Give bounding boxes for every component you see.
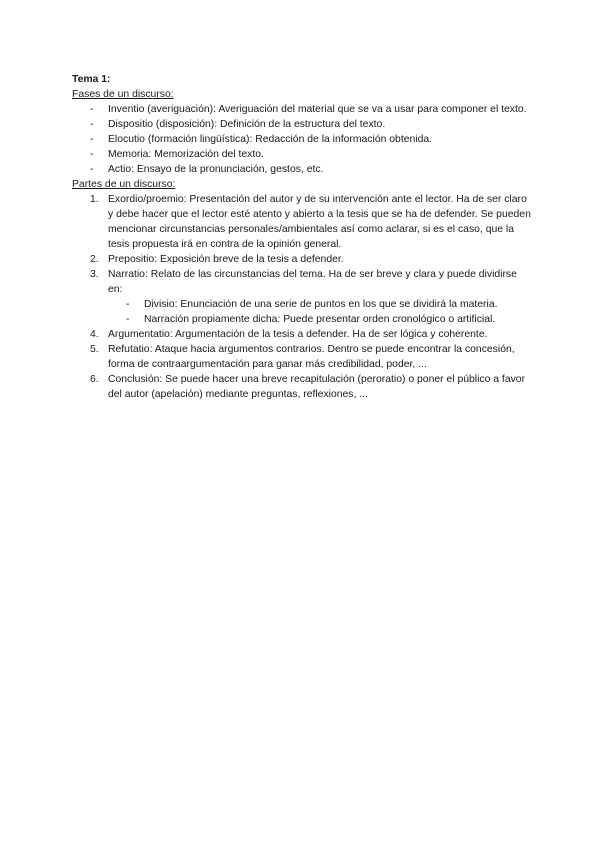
list-marker: 2. — [90, 254, 99, 265]
list-item — [72, 342, 532, 372]
list-item-text: Memoria: Memorización del texto. — [108, 149, 264, 160]
list-item — [72, 267, 532, 327]
list-marker: 5. — [90, 344, 99, 355]
list-item — [72, 372, 532, 402]
document-title: Tema 1: — [72, 74, 111, 85]
list-item — [72, 252, 532, 267]
list-item-text: Elocutio (formación lingüística): Redacción de la información obtenida. — [108, 134, 433, 145]
list-marker: - — [90, 149, 94, 160]
list-item — [72, 192, 532, 252]
list-item — [72, 147, 532, 162]
fases-list — [72, 102, 532, 177]
list-item-text: Narratio: Relato de las circunstancias del tema. Ha de ser breve y clara y puede dividirse en: — [108, 269, 517, 295]
list-item — [72, 102, 532, 117]
sub-list-item — [72, 297, 532, 312]
document-content — [72, 72, 532, 402]
list-marker: - — [126, 299, 130, 310]
partes-list — [72, 192, 532, 402]
list-item-text: Dispositio (disposición): Definición de la estructura del texto. — [108, 119, 386, 130]
list-marker: - — [90, 104, 94, 115]
sub-list-item — [72, 312, 532, 327]
list-item-text: Exordio/proemio: Presentación del autor y de su intervención ante el lector. Ha de ser claro y debe hacer que el lector esté atento y abierto a la tesis que se ha de defender. Se pueden mencionar circunstancias personales/ambientales así como aclarar, si es el caso, que la tesis propuesta irá en contra de la opinión general. — [108, 194, 531, 250]
list-item-text: Inventio (averiguación): Averiguación del material que se va a usar para componer el texto. — [108, 104, 527, 115]
list-item-text: Refutatio: Ataque hacia argumentos contrarios. Dentro se puede encontrar la concesión, forma de contraargumentación para ganar más credibilidad, poder, ... — [108, 344, 515, 370]
list-item-text: Argumentatio: Argumentación de la tesis a defender. Ha de ser lógica y coherente. — [108, 329, 488, 340]
list-item-text: Prepositio: Exposición breve de la tesis a defender. — [108, 254, 344, 265]
list-marker: - — [90, 134, 94, 145]
list-item-text: Narración propiamente dicha: Puede presentar orden cronológico o artificial. — [144, 314, 496, 325]
list-marker: 1. — [90, 194, 99, 205]
narratio-sublist — [108, 297, 532, 327]
list-marker: - — [126, 314, 130, 325]
list-marker: 4. — [90, 329, 99, 340]
list-item-text: Divisio: Enunciación de una serie de puntos en los que se dividirá la materia. — [144, 299, 498, 310]
list-marker: - — [90, 119, 94, 130]
list-marker: 6. — [90, 374, 99, 385]
list-item — [72, 117, 532, 132]
list-item — [72, 132, 532, 147]
partes-heading: Partes de un discurso: — [72, 179, 176, 190]
list-item — [72, 327, 532, 342]
list-marker: - — [90, 164, 94, 175]
list-item-text: Actio: Ensayo de la pronunciación, gestos, etc. — [108, 164, 324, 175]
list-item — [72, 162, 532, 177]
list-marker: 3. — [90, 269, 99, 280]
fases-heading: Fases de un discurso: — [72, 89, 174, 100]
list-item-text: Conclusión: Se puede hacer una breve recapitulación (peroratio) o poner el público a favor del autor (apelación) mediante preguntas, reflexiones, ... — [108, 374, 526, 400]
